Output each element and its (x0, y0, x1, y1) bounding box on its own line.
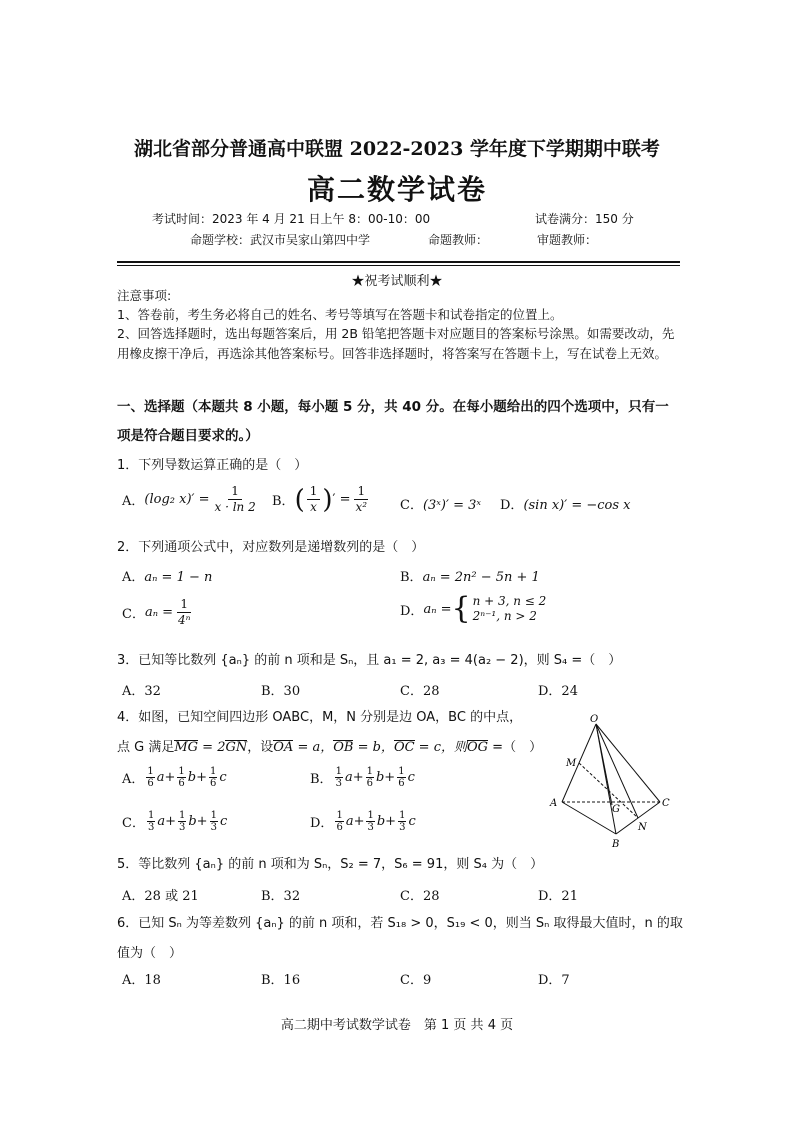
question-4-stem-line1: 4．如图，已知空间四边形 OABC，M，N 分别是边 OA，BC 的中点， (117, 710, 523, 725)
setting-teacher: 命题教师： (428, 233, 489, 247)
question-1-option-b: B． ( $\frac{1}{x}$ ) ′ = $\frac{1}{\text{x²}}$ (272, 484, 372, 515)
option-d-expr: (sin x)′ = −cos x (523, 498, 631, 513)
label-a: A (550, 798, 558, 809)
option-label: B． (272, 494, 295, 509)
header-divider-thin (117, 265, 680, 266)
question-4-option-b: B． $\frac{1}{3}$ a+ $\frac{1}{6}$ b+ $\frac{1}{6}$ c (310, 766, 415, 789)
question-1-option-a (122, 484, 261, 515)
question-4-option-d: D． $\frac{1}{6}$ a+ $\frac{1}{3}$ b+ $\frac{1}{3}$ c (310, 810, 416, 833)
vector-oa: OA (273, 740, 294, 755)
notes-item-1: 1、答卷前，考生务必将自己的姓名、考号等填写在答题卡和试卷指定的位置上。 (117, 307, 563, 322)
question-5-option-a: A．28 或 21 (122, 889, 199, 904)
question-2-option-c (122, 597, 196, 628)
vector-ob: OB (333, 740, 354, 755)
option-b-inner-fraction: $\frac{1}{x}$ (307, 484, 321, 515)
notes-heading: 注意事项: (117, 288, 172, 303)
question-2-option-d (400, 591, 547, 626)
question-5-option-d: D．21 (538, 889, 578, 904)
label-n: N (638, 822, 647, 833)
option-label: B． (400, 570, 423, 585)
option-d-lhs: aₙ = (423, 601, 452, 617)
exam-subtitle: 高二数学试卷 (306, 173, 487, 206)
option-label: D． (500, 498, 524, 513)
vector-mg: MG (174, 740, 199, 755)
question-6-stem-line1: 6．已知 Sₙ 为等差数列 {aₙ} 的前 n 项和，若 S₁₈ > 0，S₁₉ < 0，则当 Sₙ 取得最大值时，n 的取 (117, 916, 683, 931)
full-score: 试卷满分：150 分 (535, 212, 634, 226)
vector-oc: OC (393, 740, 415, 755)
option-label: C． (400, 498, 423, 513)
option-b-fraction: $\frac{1}{\text{x²}}$ (355, 484, 368, 514)
label-b: B (612, 839, 620, 850)
label-o: O (590, 714, 599, 725)
question-6-option-c: C．9 (400, 973, 432, 988)
option-c-fraction: $\frac{1}{\text{4ⁿ}}$ (178, 597, 191, 627)
vector-gn: GN (225, 740, 248, 755)
option-a-lhs: (log₂ x)′ = (144, 492, 210, 507)
option-label: C． (122, 816, 145, 831)
question-3-stem: 3．已知等比数列 {aₙ} 的前 n 项和是 Sₙ，且 a₁ = 2, a₃ = 4(a₂ − 2)，则 S₄ =（ ） (117, 653, 622, 668)
option-a-expr: aₙ = 1 − n (144, 570, 213, 585)
label-g: G (612, 804, 620, 815)
question-5-option-b: B．32 (261, 889, 301, 904)
question-2-option-a (122, 566, 212, 585)
question-1-option-c (400, 494, 481, 513)
question-6-stem-line2: 值为（ ） (117, 946, 183, 961)
option-label: A． (122, 494, 145, 509)
option-b-eq: ′ = (332, 492, 351, 507)
segment-mn-hidden (579, 763, 638, 818)
question-3-option-b: B．30 (261, 684, 301, 699)
question-2-option-b (400, 566, 540, 585)
vector-og: OG (467, 740, 489, 755)
question-4-option-a: A． $\frac{1}{6}$ a+ $\frac{1}{6}$ b+ $\frac{1}{6}$ c (122, 766, 227, 789)
question-5-stem: 5．等比数列 {aₙ} 的前 n 项和为 Sₙ，S₂ = 7，S₆ = 91，则 S₄ 为（ ） (117, 857, 544, 872)
option-label: D． (400, 603, 424, 619)
question-3-option-d: D．24 (538, 684, 578, 699)
option-c-expr: (3ˣ)′ = 3ˣ (422, 498, 481, 513)
question-6-option-b: B．16 (261, 973, 301, 988)
question-1-option-d (500, 494, 631, 513)
option-label: B． (310, 772, 333, 787)
setting-school: 命题学校：武汉市吴家山第四中学 (190, 233, 371, 247)
label-c: C (662, 798, 670, 809)
question-3-option-c: C．28 (400, 684, 440, 699)
question-6-option-a: A．18 (122, 973, 161, 988)
blessing-line: ★祝考试顺利★ (351, 274, 443, 289)
label-m: M (566, 758, 577, 769)
question-2-stem: 2．下列通项公式中，对应数列是递增数列的是（ ） (117, 540, 425, 555)
piecewise-brace: { n + 3, n ≤ 2 2ⁿ⁻¹, n > 2 (451, 591, 547, 626)
edge-oc (596, 724, 660, 802)
question-4-option-c: C． $\frac{1}{3}$ a+ $\frac{1}{3}$ b+ $\frac{1}{3}$ c (122, 810, 228, 833)
header-divider-thick (117, 261, 680, 263)
page-footer: 高二期中考试数学试卷 第 1 页 共 4 页 (280, 1018, 514, 1033)
piecewise-row-1: n + 3, n ≤ 2 (472, 594, 547, 608)
option-label: A． (122, 772, 145, 787)
option-c-lhs: aₙ = (144, 605, 173, 620)
edge-ab (562, 802, 616, 834)
option-a-fraction: $\frac{1}{x \cdot \ln 2}$ (214, 484, 256, 514)
option-b-expr: aₙ = 2n² − 5n + 1 (422, 570, 540, 585)
exam-time: 考试时间：2023 年 4 月 21 日上午 8：00-10：00 (152, 212, 431, 226)
question-4-stem-line2: 点 G 满足MG = 2GN，设OA = a，OB = b，OC = c，则OG =（ ） (117, 740, 543, 755)
option-label: A． (122, 570, 145, 585)
option-label: D． (310, 816, 334, 831)
tetrahedron-figure (548, 712, 678, 852)
exam-title: 湖北省部分普通高中联盟 2022-2023 学年度下学期期中联考 (134, 138, 660, 160)
question-3-option-a: A．32 (122, 684, 161, 699)
notes-item-2: 2、回答选择题时，选出每题答案后，用 2B 铅笔把答题卡对应题目的答案标号涂黑。如需要改动，先用橡皮擦干净后，再选涂其他答案标号。回答非选择题时，将答案写在答题卡上，写在试卷上无效。 (117, 326, 675, 361)
option-label: C． (122, 607, 145, 622)
question-5-option-c: C．28 (400, 889, 440, 904)
question-6-option-d: D．7 (538, 973, 570, 988)
review-teacher: 审题教师： (537, 233, 598, 247)
question-1-stem: 1．下列导数运算正确的是（ ） (117, 458, 308, 473)
segment-og (596, 724, 612, 805)
piecewise-row-2: 2ⁿ⁻¹, n > 2 (472, 609, 537, 623)
section-heading-choice: 一、选择题（本题共 8 小题，每小题 5 分，共 40 分。在每小题给出的四个选项中，只有一项是符合题目要求的。） (117, 399, 669, 444)
